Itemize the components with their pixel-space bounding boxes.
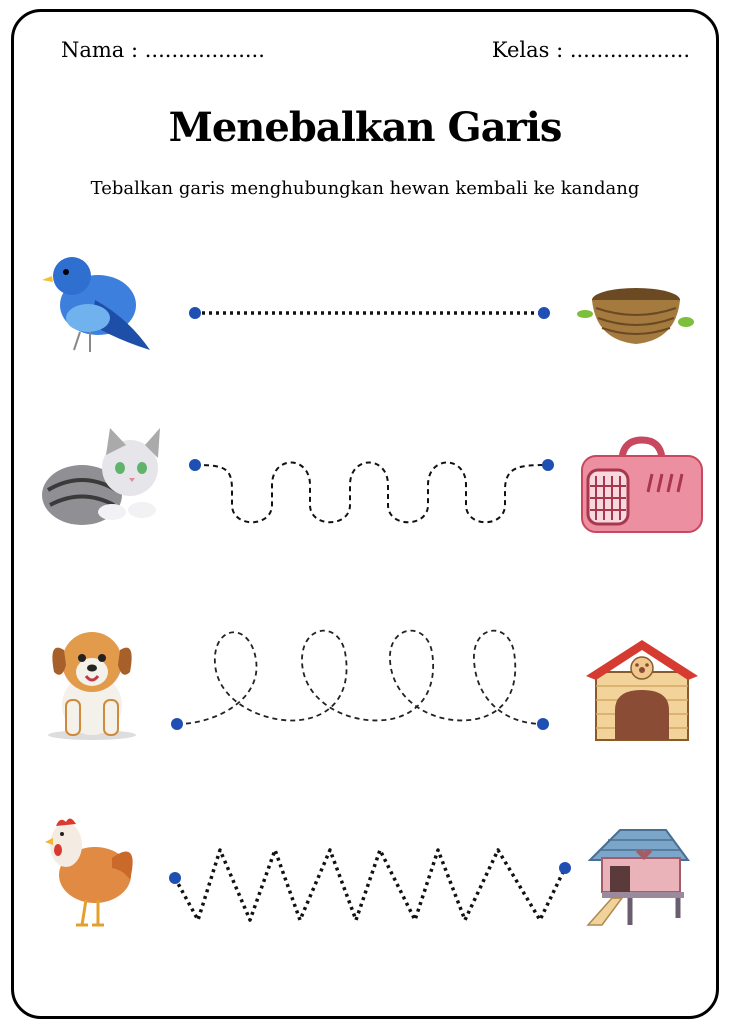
end-dot [559,862,571,874]
trace-line-wave [189,459,554,522]
trace-line-straight [189,307,550,319]
doghouse-illustration [586,640,698,740]
cat-illustration [42,428,160,525]
instruction-text: Tebalkan garis menghubungkan hewan kembali ke kandang [90,178,640,199]
nest-illustration [577,288,694,344]
trace-line-loops [171,631,549,730]
start-dot [171,718,183,730]
chicken-coop-illustration [588,830,688,925]
trace-line-zigzag [169,850,571,920]
start-dot [189,459,201,471]
start-dot [189,307,201,319]
chicken-illustration [45,818,133,925]
bird-illustration [42,257,150,352]
end-dot [537,718,549,730]
end-dot [542,459,554,471]
name-field-label: Nama : .................. [61,38,265,62]
start-dot [169,872,181,884]
dog-illustration [48,632,136,740]
pet-carrier-illustration [582,440,702,532]
page-title: Menebalkan Garis [168,104,562,151]
end-dot [538,307,550,319]
class-field-label: Kelas : .................. [491,38,690,62]
